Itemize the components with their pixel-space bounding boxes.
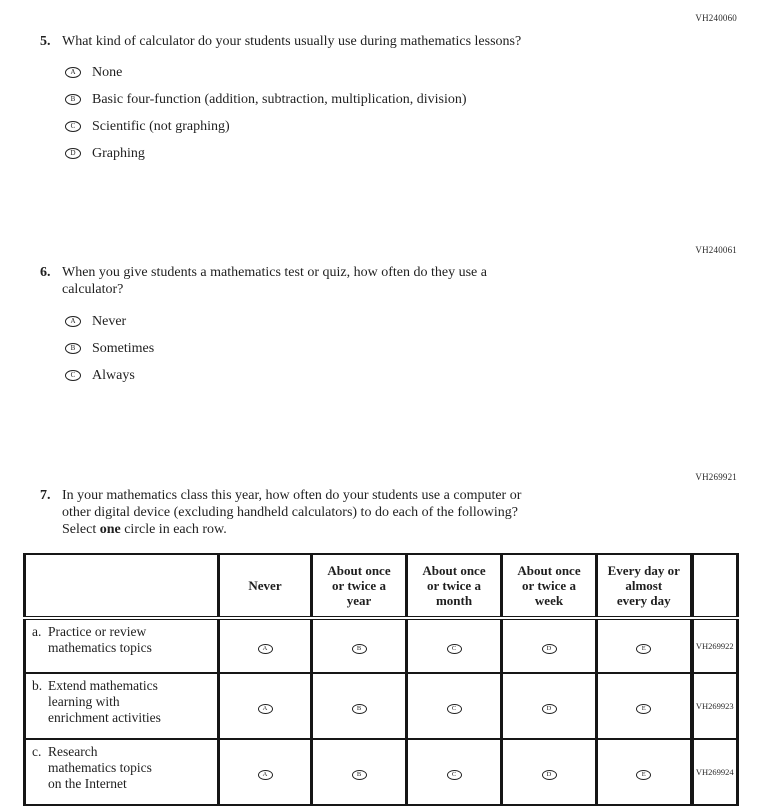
answer-circle-d-icon xyxy=(65,148,81,159)
row-c-answer-every-day[interactable] xyxy=(597,739,692,805)
row-c-answer-never[interactable] xyxy=(219,739,312,805)
answer-circle-b-icon xyxy=(65,343,81,354)
question-5-accession-code: VH240060 xyxy=(695,13,737,23)
answer-circle-a-icon xyxy=(65,316,81,327)
answer-letter: C xyxy=(451,645,457,652)
answer-letter: A xyxy=(70,316,76,325)
answer-letter: B xyxy=(356,705,362,712)
instruction-prefix: Select xyxy=(62,522,100,537)
answer-letter: D xyxy=(70,148,76,157)
row-a-answer-every-day[interactable] xyxy=(597,618,692,673)
answer-letter: A xyxy=(262,645,268,652)
row-a-label-cell xyxy=(25,618,219,673)
row-c-accession-code: VH269924 xyxy=(692,739,738,805)
question-5-options xyxy=(62,63,521,162)
question-5-text: What kind of calculator do your students usually use during mathematics lessons? xyxy=(62,34,522,49)
row-b-answer-never[interactable] xyxy=(219,673,312,739)
q6-option-never-label: Never xyxy=(92,313,127,329)
question-6-number: 6. xyxy=(40,265,51,280)
table-header-row xyxy=(25,554,738,618)
row-c-letter: c. xyxy=(32,744,42,759)
q5-option-none-label: None xyxy=(92,64,123,80)
instruction-suffix: circle in each row. xyxy=(120,522,227,537)
q6-option-never[interactable] xyxy=(65,312,487,330)
row-b-label-cell xyxy=(25,673,219,739)
column-header-once-twice-month: About once or twice a month xyxy=(407,554,502,618)
row-b-answer-once-twice-week[interactable] xyxy=(502,673,597,739)
answer-circle-b-icon xyxy=(65,94,81,105)
question-5-number: 5. xyxy=(40,34,51,49)
answer-circle-a-icon xyxy=(65,67,81,78)
question-7-number: 7. xyxy=(40,488,51,503)
answer-letter: D xyxy=(546,645,552,652)
row-a-answer-once-twice-year[interactable] xyxy=(312,618,407,673)
column-header-blank xyxy=(25,554,219,618)
answer-circle-a-icon xyxy=(258,704,273,714)
row-a-answer-never[interactable] xyxy=(219,618,312,673)
instruction-bold-word: one xyxy=(99,522,121,537)
column-header-never: Never xyxy=(219,554,312,618)
answer-circle-b-icon xyxy=(352,704,367,714)
answer-circle-d-icon xyxy=(542,644,557,654)
q5-option-scientific[interactable] xyxy=(65,117,521,135)
row-b-accession-code: VH269923 xyxy=(692,673,738,739)
q5-option-basic-four-function[interactable] xyxy=(65,90,521,108)
answer-circle-e-icon xyxy=(636,704,651,714)
answer-letter: D xyxy=(546,705,552,712)
answer-letter: E xyxy=(641,645,646,652)
column-header-every-day: Every day or almost every day xyxy=(597,554,692,618)
question-6-text: When you give students a mathematics test or quiz, how often do they use a calculator? xyxy=(62,265,487,297)
q6-option-sometimes-label: Sometimes xyxy=(92,340,155,356)
row-c-answer-once-twice-year[interactable] xyxy=(312,739,407,805)
q5-option-basic-label: Basic four-function (addition, subtraction, multiplication, division) xyxy=(92,91,467,107)
answer-circle-b-icon xyxy=(352,770,367,780)
answer-circle-c-icon xyxy=(447,704,462,714)
answer-letter: A xyxy=(70,67,76,76)
row-b-answer-every-day[interactable] xyxy=(597,673,692,739)
answer-circle-d-icon xyxy=(542,770,557,780)
table-row-a xyxy=(25,618,738,673)
answer-circle-a-icon xyxy=(258,770,273,780)
answer-circle-e-icon xyxy=(636,644,651,654)
answer-circle-c-icon xyxy=(447,644,462,654)
q6-option-always-label: Always xyxy=(92,367,135,383)
question-6-options xyxy=(62,312,487,384)
row-c-label: Research mathematics topics on the Internet xyxy=(48,744,152,791)
column-header-code xyxy=(692,554,738,618)
q6-option-always[interactable] xyxy=(65,366,487,384)
row-b-answer-once-twice-year[interactable] xyxy=(312,673,407,739)
row-b-label: Extend mathematics learning with enrichment activities xyxy=(48,678,161,725)
answer-letter: E xyxy=(641,705,646,712)
q5-option-scientific-label: Scientific (not graphing) xyxy=(92,118,230,134)
q6-option-sometimes[interactable] xyxy=(65,339,487,357)
q5-option-none[interactable] xyxy=(65,63,521,81)
answer-letter: C xyxy=(451,705,457,712)
answer-circle-c-icon xyxy=(447,770,462,780)
row-c-label-cell xyxy=(25,739,219,805)
row-a-accession-code: VH269922 xyxy=(692,618,738,673)
answer-circle-c-icon xyxy=(65,370,81,381)
question-6-accession-code: VH240061 xyxy=(695,245,737,255)
row-a-letter: a. xyxy=(32,624,42,639)
question-5 xyxy=(40,33,521,171)
q5-option-graphing[interactable] xyxy=(65,144,521,162)
row-a-answer-once-twice-month[interactable] xyxy=(407,618,502,673)
table-row-b xyxy=(25,673,738,739)
answer-letter: B xyxy=(356,645,362,652)
answer-letter: A xyxy=(262,771,268,778)
table-row-c xyxy=(25,739,738,805)
answer-circle-e-icon xyxy=(636,770,651,780)
answer-letter: B xyxy=(70,94,76,103)
question-7-accession-code: VH269921 xyxy=(695,472,737,482)
row-a-answer-once-twice-week[interactable] xyxy=(502,618,597,673)
answer-letter: C xyxy=(70,121,76,130)
row-c-answer-once-twice-week[interactable] xyxy=(502,739,597,805)
row-c-answer-once-twice-month[interactable] xyxy=(407,739,502,805)
question-6 xyxy=(40,264,487,393)
question-7-instruction xyxy=(62,521,521,538)
answer-letter: C xyxy=(451,771,457,778)
answer-circle-a-icon xyxy=(258,644,273,654)
answer-letter: D xyxy=(546,771,552,778)
answer-circle-d-icon xyxy=(542,704,557,714)
column-header-once-twice-week: About once or twice a week xyxy=(502,554,597,618)
answer-circle-c-icon xyxy=(65,121,81,132)
question-7 xyxy=(40,487,521,538)
question-7-text: In your mathematics class this year, how often do your students use a computer or other digital device (excluding handheld calculators) to do each of the following? xyxy=(62,488,522,520)
row-a-label: Practice or review mathematics topics xyxy=(48,624,152,655)
answer-circle-b-icon xyxy=(352,644,367,654)
q5-option-graphing-label: Graphing xyxy=(92,145,145,161)
answer-letter: B xyxy=(70,343,76,352)
answer-letter: E xyxy=(641,771,646,778)
answer-letter: B xyxy=(356,771,362,778)
column-header-once-twice-year: About once or twice a year xyxy=(312,554,407,618)
row-b-answer-once-twice-month[interactable] xyxy=(407,673,502,739)
answer-letter: A xyxy=(262,705,268,712)
row-b-letter: b. xyxy=(32,678,43,693)
frequency-table xyxy=(23,553,739,806)
answer-letter: C xyxy=(70,370,76,379)
